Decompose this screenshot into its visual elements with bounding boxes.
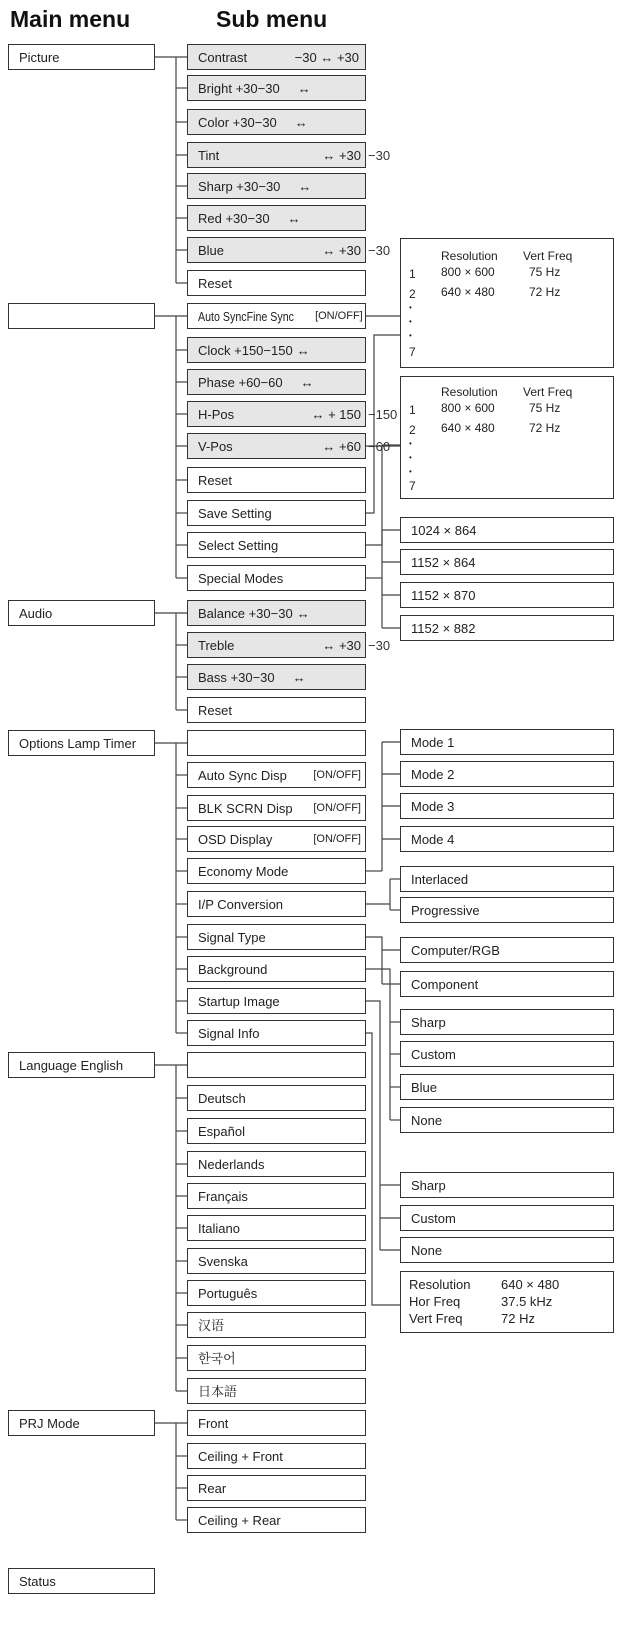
ellipsis-dot: • xyxy=(409,453,412,462)
language-item-english[interactable] xyxy=(187,1052,366,1078)
info-label: Vert Freq xyxy=(409,1311,463,1326)
main-item-picture[interactable]: Picture xyxy=(8,44,155,70)
sub-item-signal-info[interactable]: Signal Info xyxy=(187,1020,366,1046)
info-label: Hor Freq xyxy=(409,1294,461,1309)
sub-item-auto-sync-fine-sync[interactable] xyxy=(187,303,366,329)
range-text: ↔ +30 xyxy=(322,242,361,258)
range-text: −30 ↔ +30 xyxy=(294,49,359,65)
sub-item-label: OSD Display xyxy=(198,831,273,847)
sub-item-phase[interactable] xyxy=(187,369,366,395)
info-value: 72 Hz xyxy=(501,1311,535,1326)
special-mode-1152x864[interactable]: 1152 × 864 xyxy=(400,549,614,575)
sub-item-lamp-timer[interactable] xyxy=(187,730,366,756)
sub-item-label: H-Pos xyxy=(198,406,235,422)
range-text: ↔ xyxy=(300,374,314,390)
info-value: 640 × 480 xyxy=(501,1277,560,1292)
sub-item-sharp[interactable] xyxy=(187,173,366,199)
column-header: Resolution xyxy=(441,249,498,263)
row-number: 7 xyxy=(409,345,416,359)
background-option-none[interactable]: None xyxy=(400,1107,614,1133)
sub-item-special-modes[interactable]: Special Modes xyxy=(187,565,366,591)
sub-item-label: Sharp +30−30 xyxy=(198,178,281,194)
sub-item-select-setting[interactable]: Select Setting xyxy=(187,532,366,558)
frequency-value: 75 Hz xyxy=(529,265,561,279)
sub-item-economy-mode[interactable]: Economy Mode xyxy=(187,858,366,884)
info-value: 37.5 kHz xyxy=(501,1294,553,1309)
range-text: ↔ + 150 xyxy=(311,406,361,422)
range-text: [ON/OFF] xyxy=(313,832,361,845)
main-item-prj-mode[interactable]: PRJ Mode xyxy=(8,1410,155,1436)
resolution-value: 640 × 480 xyxy=(441,421,495,435)
prj-mode-ceiling-rear[interactable]: Ceiling + Rear xyxy=(187,1507,366,1533)
language-item-deutsch[interactable]: Deutsch xyxy=(187,1085,366,1111)
frequency-value: 72 Hz xyxy=(529,421,561,435)
sub-item-clock[interactable] xyxy=(187,337,366,363)
range-text: ↔ xyxy=(297,80,311,96)
main-item-picture-sync[interactable] xyxy=(8,303,155,329)
main-item-audio[interactable]: Audio xyxy=(8,600,155,626)
sub-item-reset[interactable]: Reset xyxy=(187,697,366,723)
sub-item-label: Tint xyxy=(198,147,220,163)
prj-mode-front[interactable]: Front xyxy=(187,1410,366,1436)
sub-item-label: Bright +30−30 xyxy=(198,80,280,96)
sub-item-label: Auto SyncFine Sync xyxy=(198,308,294,324)
sub-item-label: Bass +30−30 xyxy=(198,669,275,685)
sub-item-reset[interactable]: Reset xyxy=(187,270,366,296)
sub-item-label: Auto Sync Disp xyxy=(198,767,287,783)
ellipsis-dot: • xyxy=(409,467,412,476)
sub-item-signal-type[interactable]: Signal Type xyxy=(187,924,366,950)
sub-item-label: Phase +60−60 xyxy=(198,374,283,390)
range-text: ↔ xyxy=(298,178,312,194)
ellipsis-dot: • xyxy=(409,317,412,326)
sub-item-red[interactable] xyxy=(187,205,366,231)
row-number: 1 xyxy=(409,267,416,281)
sub-item-label: Red +30−30 xyxy=(198,210,270,226)
language-item-francais[interactable]: Français xyxy=(187,1183,366,1209)
sub-item-bass[interactable] xyxy=(187,664,366,690)
sub-item-color[interactable] xyxy=(187,109,366,135)
range-text: ↔ +60 xyxy=(322,438,361,454)
special-mode-1152x870[interactable]: 1152 × 870 xyxy=(400,582,614,608)
sub-item-label: Contrast xyxy=(198,49,248,65)
sub-item-h-pos[interactable] xyxy=(187,401,366,427)
sub-item-contrast[interactable] xyxy=(187,44,366,70)
prj-mode-rear[interactable]: Rear xyxy=(187,1475,366,1501)
row-number: 2 xyxy=(409,423,416,437)
sub-item-bright[interactable] xyxy=(187,75,366,101)
signal-info-panel xyxy=(400,1271,614,1333)
range-text: ↔ +30 xyxy=(322,637,361,653)
info-label: Resolution xyxy=(409,1277,471,1292)
special-mode-1024x864[interactable]: 1024 × 864 xyxy=(400,517,614,543)
resolution-value: 800 × 600 xyxy=(441,265,495,279)
sub-item-background[interactable]: Background xyxy=(187,956,366,982)
column-header: Resolution xyxy=(441,385,498,399)
resolution-table-save xyxy=(400,238,614,368)
economy-mode-4[interactable]: Mode 4 xyxy=(400,826,614,852)
range-text: ↔ xyxy=(294,114,308,130)
sub-item-ip-conversion[interactable]: I/P Conversion xyxy=(187,891,366,917)
sub-menu-header: Sub menu xyxy=(216,6,328,32)
language-item-italiano[interactable]: Italiano xyxy=(187,1215,366,1241)
ip-option-interlaced[interactable]: Interlaced xyxy=(400,866,614,892)
row-number: 2 xyxy=(409,287,416,301)
main-menu-header: Main menu xyxy=(10,6,131,32)
range-text: ↔ +30 xyxy=(322,147,361,163)
sub-item-blue[interactable] xyxy=(187,237,366,263)
range-tail: −60 xyxy=(368,439,391,454)
sub-item-tint[interactable] xyxy=(187,142,366,168)
startup-option-none[interactable]: None xyxy=(400,1237,614,1263)
range-tail: −30 xyxy=(368,638,391,653)
prj-mode-ceiling-front[interactable]: Ceiling + Front xyxy=(187,1443,366,1469)
range-text: [ON/OFF] xyxy=(313,801,361,814)
ellipsis-dot: • xyxy=(409,331,412,340)
range-tail: −30 xyxy=(368,243,391,258)
sub-item-startup-image[interactable]: Startup Image xyxy=(187,988,366,1014)
sub-item-save-setting[interactable]: Save Setting xyxy=(187,500,366,526)
economy-mode-1[interactable]: Mode 1 xyxy=(400,729,614,755)
range-text: [ON/OFF] xyxy=(315,309,363,322)
startup-option-custom[interactable]: Custom xyxy=(400,1205,614,1231)
sub-item-label: Color +30−30 xyxy=(198,114,277,130)
resolution-value: 800 × 600 xyxy=(441,401,495,415)
economy-mode-2[interactable]: Mode 2 xyxy=(400,761,614,787)
sub-item-treble[interactable] xyxy=(187,632,366,658)
range-text: ↔ xyxy=(287,210,301,226)
special-mode-1152x882[interactable]: 1152 × 882 xyxy=(400,615,614,641)
range-text: [ON/OFF] xyxy=(313,768,361,781)
language-item-chinese[interactable]: 汉语 xyxy=(187,1312,366,1338)
ellipsis-dot: • xyxy=(409,303,412,312)
main-item-language[interactable]: Language English xyxy=(8,1052,155,1078)
sub-item-auto-sync-disp[interactable] xyxy=(187,762,366,788)
ellipsis-dot: • xyxy=(409,439,412,448)
sub-item-label: Blue xyxy=(198,242,225,258)
sub-item-label: Balance +30−30 xyxy=(198,605,293,621)
signal-type-component[interactable]: Component xyxy=(400,971,614,997)
sub-item-label: V-Pos xyxy=(198,438,233,454)
range-text: ↔ xyxy=(296,605,310,621)
background-option-blue[interactable]: Blue xyxy=(400,1074,614,1100)
language-item-espanol[interactable]: Español xyxy=(187,1118,366,1144)
row-number: 7 xyxy=(409,479,416,493)
economy-mode-3[interactable]: Mode 3 xyxy=(400,793,614,819)
language-item-nederlands[interactable]: Nederlands xyxy=(187,1151,366,1177)
language-item-japanese[interactable]: 日本語 xyxy=(187,1378,366,1404)
ip-option-progressive[interactable]: Progressive xyxy=(400,897,614,923)
main-item-status[interactable]: Status xyxy=(8,1568,155,1594)
sub-item-balance[interactable] xyxy=(187,600,366,626)
frequency-value: 72 Hz xyxy=(529,285,561,299)
sub-item-label: BLK SCRN Disp xyxy=(198,800,293,816)
main-item-options[interactable]: Options Lamp Timer xyxy=(8,730,155,756)
sub-item-v-pos[interactable] xyxy=(187,433,366,459)
range-text: ↔ xyxy=(296,342,310,358)
language-item-svenska[interactable]: Svenska xyxy=(187,1248,366,1274)
language-item-korean[interactable]: 한국어 xyxy=(187,1345,366,1371)
background-option-sharp[interactable]: Sharp xyxy=(400,1009,614,1035)
startup-option-sharp[interactable]: Sharp xyxy=(400,1172,614,1198)
sub-item-osd-display[interactable] xyxy=(187,826,366,852)
sub-item-blk-scrn-disp[interactable] xyxy=(187,795,366,821)
background-option-custom[interactable]: Custom xyxy=(400,1041,614,1067)
signal-type-computer-rgb[interactable]: Computer/RGB xyxy=(400,937,614,963)
sub-item-label: Clock +150−150 xyxy=(198,342,293,358)
row-number: 1 xyxy=(409,403,416,417)
column-header: Vert Freq xyxy=(523,385,573,399)
range-tail: −30 xyxy=(368,148,391,163)
range-tail: −150 xyxy=(368,407,398,422)
sub-item-label: Treble xyxy=(198,637,235,653)
resolution-value: 640 × 480 xyxy=(441,285,495,299)
range-text: ↔ xyxy=(292,669,306,685)
frequency-value: 75 Hz xyxy=(529,401,561,415)
sub-item-reset[interactable]: Reset xyxy=(187,467,366,493)
column-header: Vert Freq xyxy=(523,249,573,263)
resolution-table-select xyxy=(400,376,614,499)
language-item-portugues[interactable]: Português xyxy=(187,1280,366,1306)
